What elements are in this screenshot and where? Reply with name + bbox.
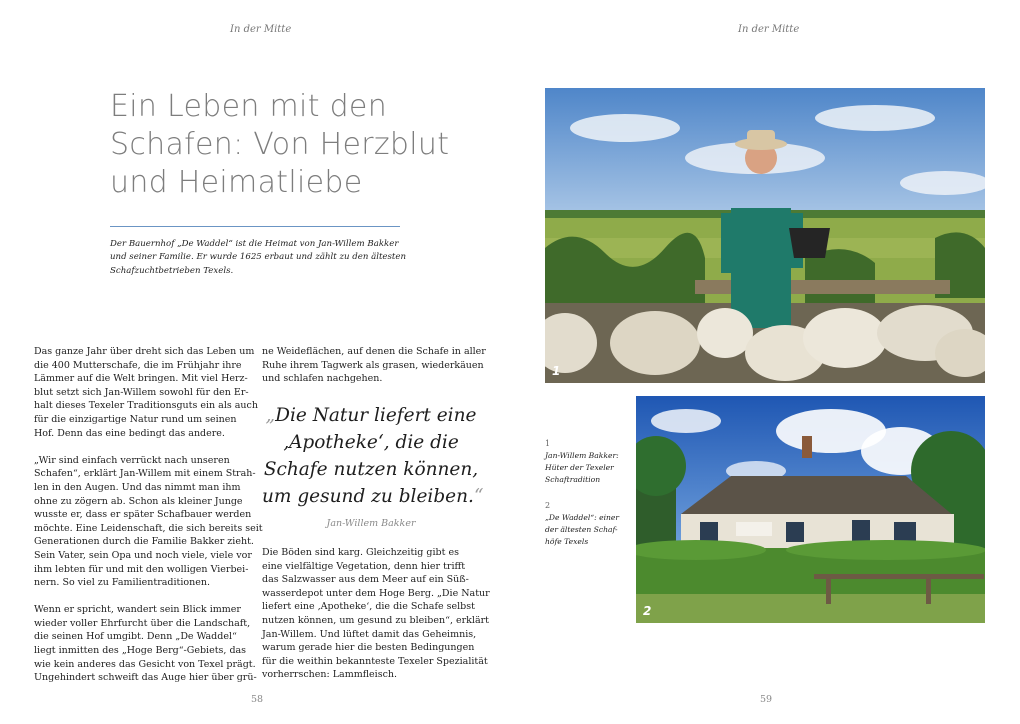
farmer-with-sheep-illustration (545, 88, 985, 383)
body-line: Die Böden sind karg. Gleichzeitig gibt es (262, 547, 459, 558)
photo-number: 2 (643, 604, 652, 618)
body-line: liefert eine ‚Apotheke‘, die die Schafe selbst (262, 601, 475, 613)
caption-number: 1 (545, 439, 551, 448)
quote-text: um gesund zu bleiben. (262, 486, 474, 507)
quote-line (262, 402, 480, 429)
caption-line: der ältesten Schaf- (545, 525, 618, 534)
photo-caption (545, 438, 630, 486)
body-line: für die weithin bekannteste Texeler Spezialität (262, 655, 488, 667)
lead-line: Schafzuchtbetrieben Texels. (110, 265, 234, 276)
farmer-with-sheep-photo (545, 88, 985, 383)
quote-line (262, 483, 484, 510)
body-line: möchte. Eine Leidenschaft, die sich bereits seit (34, 522, 263, 534)
caption-line: höfe Texels (545, 537, 589, 546)
body-line: Schafen“, erklärt Jan-Willem mit einem Strah- (34, 468, 256, 480)
body-line: nutzen können, um gesund zu bleiben“, erklärt (262, 614, 489, 626)
quote-close-mark: “ (473, 486, 484, 507)
body-line: die 400 Mutterschafe, die im Frühjahr ihre (34, 359, 242, 371)
running-head-right: In der Mitte (738, 24, 800, 35)
page-number-right: 59 (760, 694, 773, 705)
body-line: Wenn er spricht, wandert sein Blick immer (34, 604, 241, 616)
body-line: Hof. Denn das eine bedingt das andere. (34, 427, 225, 439)
running-head-left: In der Mitte (230, 24, 292, 35)
body-line: Ruhe ihrem Tagwerk als grasen, wiederkäuen (262, 359, 484, 371)
title-line: Schafen: Von Herzblut (110, 127, 450, 162)
body-line: Jan-Willem. Und lüftet damit das Geheimnis, (262, 628, 477, 640)
article-lead (110, 238, 410, 278)
body-column-left (34, 345, 263, 685)
caption-line: Jan-Willem Bakker: (545, 451, 619, 460)
body-line: Lämmer auf die Welt bringen. Mit viel Herz- (34, 373, 248, 385)
quote-open-mark: „ (265, 405, 276, 426)
farmhouse-illustration (636, 396, 985, 623)
quote-line: Schafe nutzen können, (263, 459, 479, 480)
photo-number: 1 (552, 364, 561, 378)
body-line: vorherrschen: Lammfleisch. (262, 669, 398, 681)
body-line: die seinen Hof umgibt. Denn „De Waddel“ (34, 631, 237, 643)
quote-line: ‚Apotheke‘, die die (283, 432, 459, 453)
lead-line: Der Bauernhof „De Waddel“ ist die Heimat von Jan-Willem Bakker (110, 239, 399, 249)
lead-line: und seiner Familie. Er wurde 1625 erbaut und zählt zu den ältesten (110, 252, 406, 263)
body-line: halt dieses Texeler Traditionsguts ein als auch (34, 400, 258, 412)
caption-line: Hüter der Texeler (545, 463, 614, 472)
body-line: warum gerade hier die besten Bedingungen (262, 642, 475, 654)
body-line: „Wir sind einfach verrückt nach unseren (34, 454, 230, 466)
body-line: eine vielfältige Vegetation, denn hier trifft (262, 560, 466, 572)
body-line: ne Weideflächen, auf denen die Schafe in aller (262, 346, 486, 357)
pull-quote (262, 402, 484, 510)
body-column-right-bottom (262, 546, 490, 682)
quote-attribution: Jan-Willem Bakker (326, 518, 416, 529)
body-line: für die einzigartige Natur rund um seinen (34, 413, 237, 425)
body-line: len in den Augen. Und das nimmt man ihm (34, 481, 241, 493)
body-line: Das ganze Jahr über dreht sich das Leben um (34, 346, 255, 357)
paragraph-gap (34, 440, 249, 454)
body-line: wusste er, dass er später Schafbauer werden (34, 509, 252, 521)
caption-line: Schaftradition (545, 475, 601, 484)
caption-line: „De Waddel“: einer (545, 513, 620, 522)
body-line: Sein Vater, sein Opa und noch viele, viele vor (34, 549, 252, 561)
body-line: ohne zu zögern ab. Schon als kleiner Junge (34, 495, 243, 507)
quote-text: Die Natur liefert eine (275, 405, 477, 426)
body-line: blut setzt sich Jan-Willem sowohl für den Er- (34, 386, 249, 398)
farmhouse-photo (636, 396, 985, 623)
paragraph-gap (34, 590, 249, 604)
body-line: das Salzwasser aus dem Meer auf ein Süß- (262, 574, 469, 586)
page-number-left: 58 (251, 694, 264, 705)
body-line: Generationen durch die Familie Bakker zieht. (34, 536, 254, 548)
body-line: wasserdepot unter dem Hoge Berg. „Die Natur (262, 587, 490, 599)
body-line: nern. So viel zu Familientraditionen. (34, 577, 210, 589)
article-title (110, 88, 450, 202)
body-line: liegt inmitten des „Hoge Berg“-Gebiets, das (34, 645, 247, 657)
title-divider (110, 226, 400, 227)
caption-number: 2 (545, 501, 551, 510)
title-line: und Heimatliebe (110, 165, 363, 200)
title-line: Ein Leben mit den (110, 89, 388, 124)
photo-caption (545, 500, 630, 548)
body-line: wieder voller Ehrfurcht über die Landschaft, (34, 617, 251, 629)
body-column-right-top (262, 345, 486, 386)
body-line: ihm lebten für und mit den wolligen Vierbei- (34, 563, 249, 575)
body-line: Ungehindert schweift das Auge hier über grü- (34, 672, 257, 684)
body-line: wie kein anderes das Gesicht von Texel prägt. (34, 658, 256, 670)
body-line: und schlafen nachgehen. (262, 373, 383, 385)
